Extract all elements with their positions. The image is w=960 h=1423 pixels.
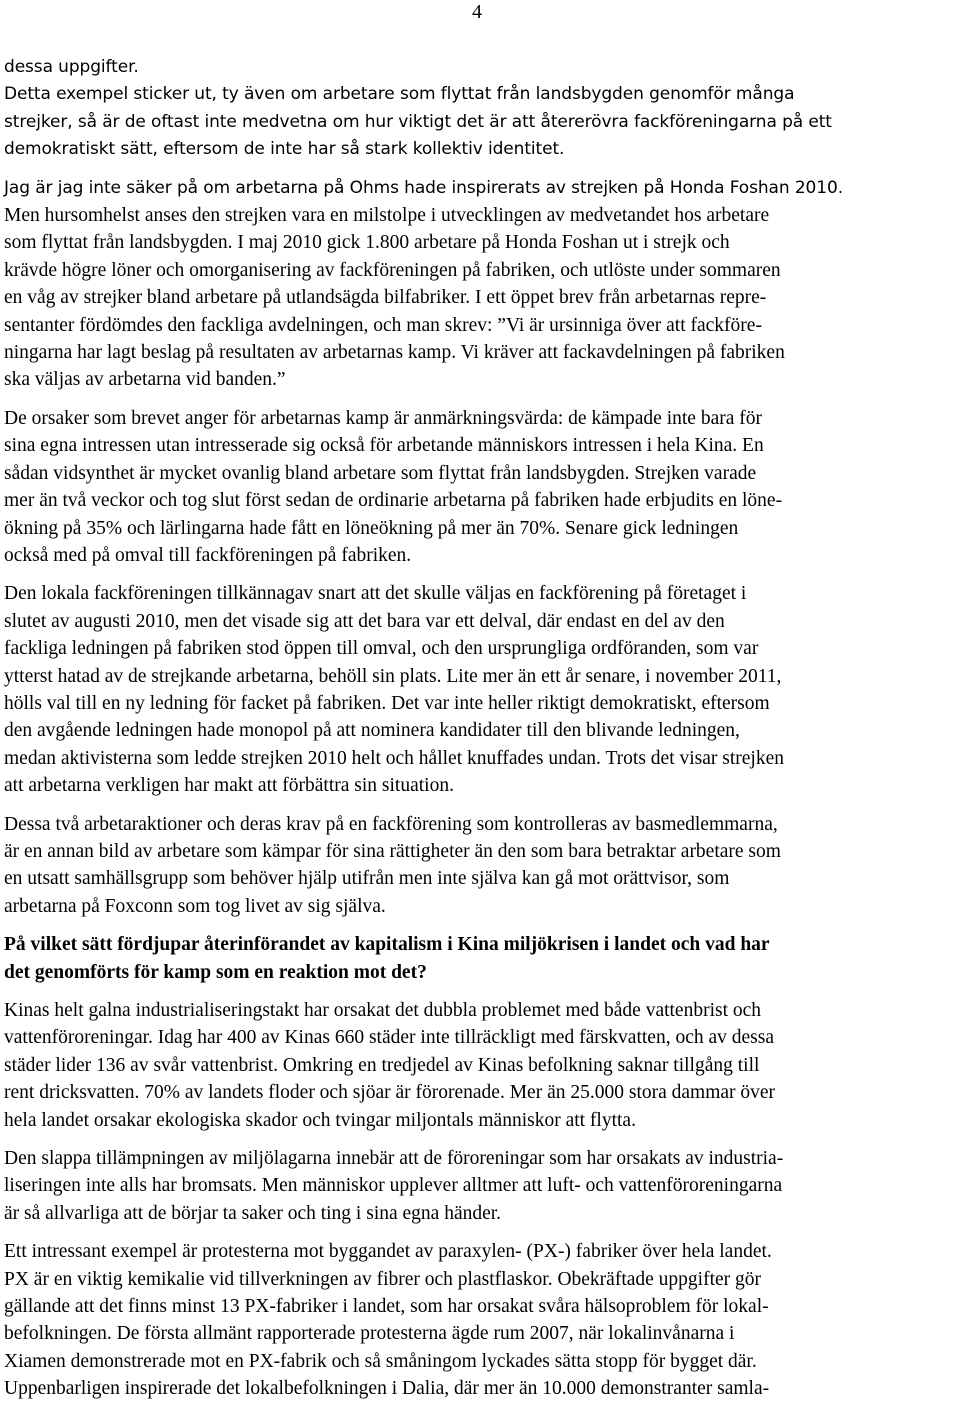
paragraph-vattenbrist: Kinas helt galna industrialiseringstakt har orsakat det dubbla problemet med både vattenbrist och vattenföroreningar. Idag har 400 av Kinas 660 städer inte tillräckligt med färskvatten, och av dessa städer lider 136 av svår vattenbrist. Omkring en tredjedel av Kinas befolkning saknar tillgång till rent dricksvatten. 70% av landets floder och sjöar är förorenade. Mer än 25.000 stora dammar över hela landet orsakar ekologiska skador och tvingar miljontals människor att flytta. [4,1000,776,1131]
paragraph-arbetaraktioner: Dessa två arbetaraktioner och deras krav på en fackförening som kontrolleras av basmedlemmarna, är en annan bild av arbetare som kämpar för sina rättigheter än den som bara betraktar arbetare som en utsatt samhällsgrupp som behöver hjälp utifrån men inte själva kan gå mot orättvisor, som arbetarna på Foxconn som tog livet av sig själva. [4,813,781,917]
paragraph-honda-strike: Men hursomhelst anses den strejken vara en milstolpe i utvecklingen av medvetandet hos arbetare som flyttat från landsbygden. I maj 2010 gick 1.800 arbetare på Honda Foshan ut i strejk och krävde högre löner och omorganisering av fackföreningen på fabriken, och utlöste under sommaren en våg av strejker bland arbetare på utlandsägda bilfabriker. I ett öppet brev från arbetarnas repre- sentanter fördömdes den fackliga avdelningen, och man skrev: ”Vi är ursinniga över att fackföre- ningarna har lagt beslag på resultaten av arbetarnas kamp. Vi kräver att fackavdelningen på fabriken ska väljas av arbetarna vid banden.” [4,205,785,391]
paragraph-px-protester: Ett intressant exempel är protesterna mot byggandet av paraxylen- (PX-) fabriker över hela landet. PX är en viktig kemikalie vid tillverkningen av fibrer och plastflaskor. Obekräftade uppgifter gör gällande att det finns minst 13 PX-fabriker i landet, som har orsakat svåra hälsoproblem för lokal- befolkningen. De första allmänt rapporterade protesterna ägde rum 2007, när lokalinvånarna i Xiamen demonstrerade mot en PX-fabrik och så småningom lyckades sätta stopp för bygget där. Uppenbarligen inspirerade det lokalbefolkningen i Dalia, där mer än 10.000 demonstranter samla- [4,1241,772,1400]
paragraph-ohms: Jag är jag inte säker på om arbetarna på Ohms hade inspirerats av strejken på Honda Foshan 2010. [4,177,844,198]
section-heading-miljokris: På vilket sätt fördjupar återinförandet av kapitalism i Kina miljökrisen i landet och vad har det genomförts för kamp som en reaktion mot det? [4,934,770,983]
document-body [4,54,956,1403]
paragraph-miljolagar: Den slappa tillämpningen av miljölagarna innebär att de föroreningar som har orsakats av industria- liseringen inte alls har bromsats. Men människor upplever alltmer att luft- och vattenföroreningarna är så allvarliga att de börjar ta saker och ting i sina egna händer. [4,1148,784,1224]
paragraph-orsaker: De orsaker som brevet anger för arbetarnas kamp är anmärkningsvärda: de kämpade inte bara för sina egna intressen utan intresserade sig också för arbetande människors intressen i hela Kina. En sådan vidsynthet är mycket ovanlig bland arbetare som flyttat från landsbygden. Strejken varade mer än två veckor och tog slut först sedan de ordinarie arbetarna på fabriken hade erbjudits en löne- ökning på 35% och lärlingarna hade fått en löneökning på mer än 70%. Senare gick ledningen också med på omval till fackföreningen på fabriken. [4,407,783,566]
paragraph-continuation: dessa uppgifter. [4,57,139,77]
paragraph-exempel: Detta exempel sticker ut, ty även om arbetare som flyttat från landsbygden genomför många strejker, så är de oftast inte medvetna om hur viktigt det är att återerövra fackföreningarna på ett demokratiskt sätt, eftersom de inte har så stark kollektiv identitet. [4,84,832,160]
page-number: 4 [472,1,482,23]
paragraph-lokala-fack: Den lokala fackföreningen tillkännagav snart att det skulle väljas en fackförening på företaget i slutet av augusti 2010, men det visade sig att det bara var ett delval, där endast en del av den fackliga ledningen på fabriken stod öppen till omval, och den ursprungliga ordföranden, som var ytterst hatad av de strejkande arbetarna, behöll sin plats. Lite mer än ett år senare, i november 2011, hölls val till en ny ledning för facket på fabriken. Det var inte heller riktigt demokratiskt, eftersom den avgående ledningen hade monopol på att nominera kandidater till den blivande ledningen, medan aktivisterna som ledde strejken 2010 helt och hållet knuffades undan. Trots det visar strejken att arbetarna verkligen har makt att förbättra sin situation. [4,583,785,797]
